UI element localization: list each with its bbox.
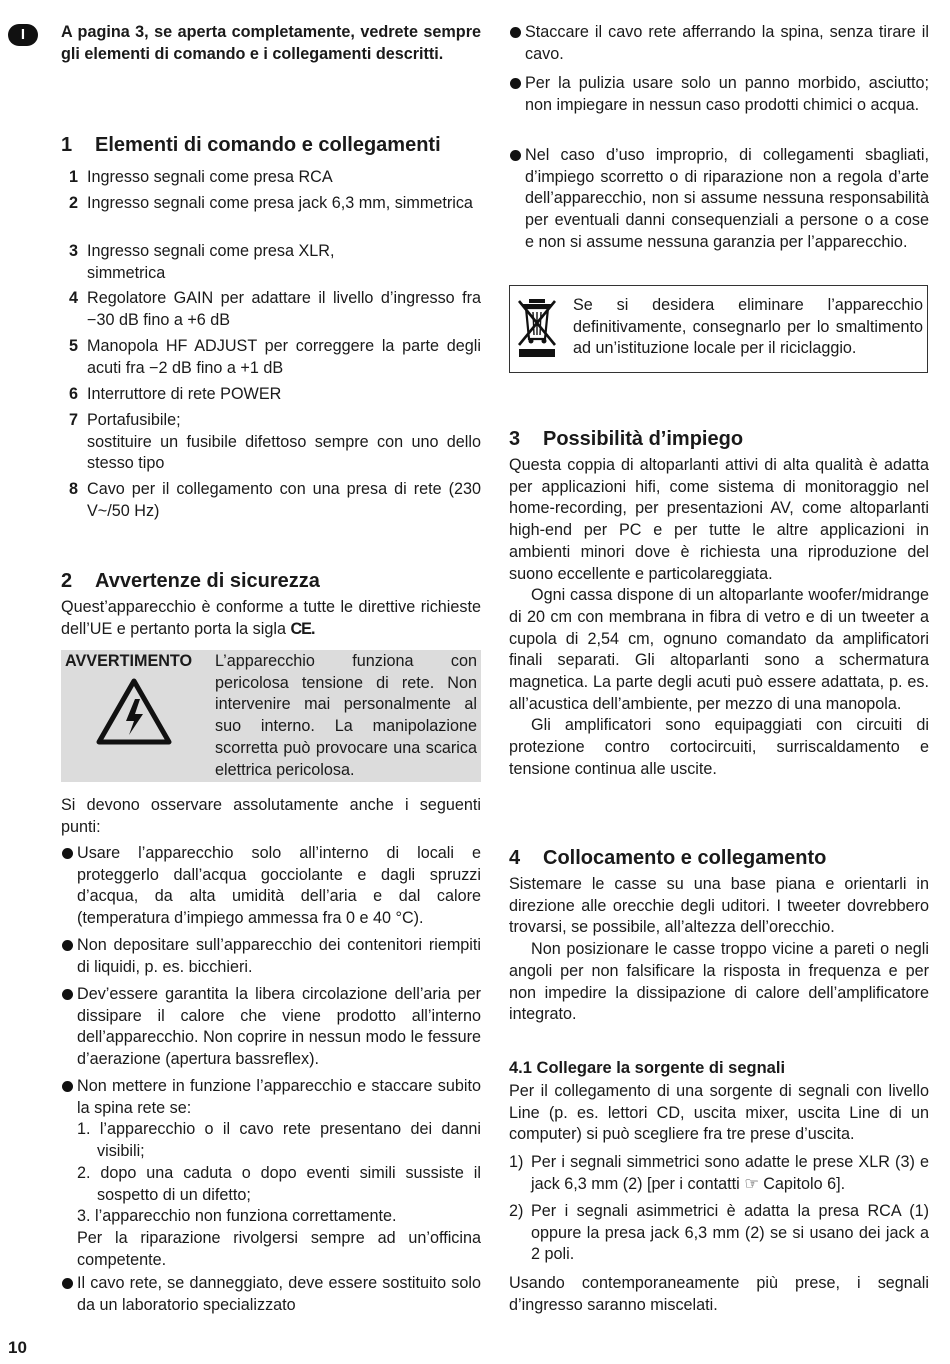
list-item: 1) Per i segnali simmetrici sono adatte le prese XLR (3) e jack 6,3 mm (2) [per i contatti ☞ Capitolo 6]. <box>509 1153 929 1193</box>
observe-text: Si devono osservare assolutamente anche i seguenti punti: <box>61 796 481 836</box>
electric-hazard-icon <box>95 677 173 745</box>
list-item: 1 Ingresso segnali come presa RCA <box>69 168 333 186</box>
sub-item: 3. l’apparecchio non funziona correttamente. <box>77 1207 397 1226</box>
section2-heading: 2 Avvertenze di sicurezza <box>61 570 320 592</box>
page-number: 10 <box>8 1338 27 1357</box>
list-item: Per la pulizia usare solo un panno morbido, asciutto; non impiegare in nessun caso prodotti chimici o acqua. <box>509 73 929 116</box>
sub-item: 1. l’apparecchio o il cavo rete presentano dei danni visibili; <box>77 1120 481 1161</box>
bullet-icon <box>62 1278 73 1289</box>
list-item: Dev’essere garantita la libera circolazione dell’aria per dissipare il calore che viene prodotto all’interno dell’apparecchio. Non coprire in nessun modo le fessure d’aerazione (apertura bassreflex). <box>61 984 481 1071</box>
list-item: Staccare il cavo rete afferrando la spina, senza tirare il cavo. <box>509 22 929 65</box>
warning-text: L’apparecchio funziona con pericolosa tensione di rete. Non intervenire mai personalmente al suo interno. La manipolazione scorretta può provocare una scarica elettrica pericolosa. <box>215 652 477 779</box>
bullet-icon <box>510 150 521 161</box>
ce-mark: CE. <box>290 619 315 638</box>
paragraph: Ogni cassa dispone di un altoparlante woofer/midrange di 20 cm con membrana in fibra di vetro e di un tweeter a cupola di 2,54 cm, ognuno comandato da amplificatori finali separati. Gli altoparlanti sono a schermatura magnetica. La parte degli acuti può essere adattata, p. es. all’acustica dell’ambiente, per mezzo di una manopola. <box>509 586 929 713</box>
paragraph: Non posizionare le casse troppo vicine a pareti o negli angoli per non falsificare la risposta in frequenza e per non impedire la dissipazione di calore dell’amplificatore integrato. <box>509 940 929 1024</box>
list-item: 5 Manopola HF ADJUST per correggere la parte degli acuti fra −2 dB fino a +1 dB <box>69 337 481 377</box>
bullet-icon <box>62 940 73 951</box>
right-bullets <box>509 22 929 277</box>
paragraph: Sistemare le casse su una base piana e orientarli in direzione alle orecchie degli uditori. I tweeter dovrebbero trovarsi, se possibile, all’altezza dell’orecchio. <box>509 875 929 937</box>
section3-heading: 3 Possibilità d’impiego <box>509 428 744 450</box>
mixing-note: Usando contemporaneamente più prese, i segnali d’ingresso saranno miscelati. <box>509 1274 929 1314</box>
bullet-icon <box>62 848 73 859</box>
intro-text: A pagina 3, se aperta completamente, vedrete sempre gli elementi di comando e i collegamenti descritti. <box>61 23 481 63</box>
connection-list <box>509 1152 929 1272</box>
list-item: Usare l’apparecchio solo all’interno di locali e proteggerlo dall’acqua gocciolante e dagli spruzzi d’acqua, da alta umidità dell’aria e dal calore (temperatura d’impiego ammessa fra 0 e 40 °C). <box>61 843 481 930</box>
language-badge: I <box>8 24 38 46</box>
subsection-intro: Per il collegamento di una sorgente di segnali con livello Line (p. es. lettori CD, uscita mixer, uscita Line di un computer) si può scegliere fra tre prese d’uscita. <box>509 1082 929 1144</box>
crossed-bin-icon <box>515 295 559 359</box>
subsection-heading: 4.1 Collegare la sorgente di segnali <box>509 1059 786 1077</box>
list-item: 6 Interruttore di rete POWER <box>69 385 282 403</box>
section1-heading: 1 Elementi di comando e collegamenti <box>61 134 441 156</box>
list-item: 3 Ingresso segnali come presa XLR, simmetrica <box>69 242 335 282</box>
list-item: 7 Portafusibile; sostituire un fusibile difettoso sempre con uno dello stesso tipo <box>69 411 481 473</box>
disposal-text: Se si desidera eliminare l’apparecchio definitivamente, consegnarlo per lo smaltimento ad un’istituzione locale per il riciclaggio. <box>573 296 923 358</box>
list-item: Nel caso d’uso improprio, di collegamenti sbagliati, d’impiego scorretto o di riparazione non a regola d’arte dell’apparecchio, non si assume nessuna responsabilità per eventuali danni consequenziali a persone o a cose e non si assume nessuna garanzia per l’apparecchio. <box>509 145 929 254</box>
section4-heading: 4 Collocamento e collegamento <box>509 847 827 869</box>
paragraph: Gli amplificatori sono equipaggiati con circuiti di protezione contro cortocircuiti, surriscaldamento e tensione continua alle uscite. <box>509 716 929 778</box>
bullet-icon <box>510 27 521 38</box>
safety-bullets <box>61 843 481 1323</box>
list-item: 8 Cavo per il collegamento con una presa di rete (230 V~/50 Hz) <box>69 480 481 520</box>
bullet-icon <box>62 1081 73 1092</box>
list-item: Non depositare sull’apparecchio dei contenitori riempiti di liquidi, p. es. bicchieri. <box>61 935 481 978</box>
bullet-icon <box>62 989 73 1000</box>
repair-note: Per la riparazione rivolgersi sempre ad un’officina competente. <box>77 1228 481 1269</box>
section2-intro: Quest’apparecchio è conforme a tutte le direttive richieste dell’UE e pertanto porta la sigla CE. <box>61 598 481 638</box>
list-item: Non mettere in funzione l’apparecchio e staccare subito la spina rete se: 1. l’apparecchio o il cavo rete presentano dei danni visibili; 2. dopo una caduta o dopo eventi simili sussiste il sospetto di un difetto; 3. l’apparecchio non funziona correttamente. Per la riparazione rivolgersi sempre ad un’officina competente. <box>61 1076 481 1271</box>
section3-body <box>509 455 929 781</box>
section4-body <box>509 874 929 1026</box>
bullet-icon <box>510 78 521 89</box>
control-elements-list <box>61 167 481 527</box>
warning-label: AVVERTIMENTO <box>65 652 193 670</box>
sub-item: 2. dopo una caduta o dopo eventi simili sussiste il sospetto di un difetto; <box>77 1163 481 1204</box>
list-item: 2) Per i segnali asimmetrici è adatta la presa RCA (1) oppure la presa jack 6,3 mm (2) se si usano dei jack a 2 poli. <box>509 1202 929 1264</box>
list-item: 4 Regolatore GAIN per adattare il livello d’ingresso fra −30 dB fino a +6 dB <box>69 289 481 329</box>
list-item: 2 Ingresso segnali come presa jack 6,3 mm, simmetrica <box>69 194 473 212</box>
list-item: Il cavo rete, se danneggiato, deve essere sostituito solo da un laboratorio specializzato <box>61 1273 481 1316</box>
paragraph: Questa coppia di altoparlanti attivi di alta qualità è adatta per applicazioni hifi, come sistema di monitoraggio nel home-recording, per presentazioni AV, come altoparlanti high-end per PC e per tutte le altre applicazioni in ambienti minori dove è richiesta una riproduzione del suono eccellente e particolareggiata. <box>509 456 929 583</box>
